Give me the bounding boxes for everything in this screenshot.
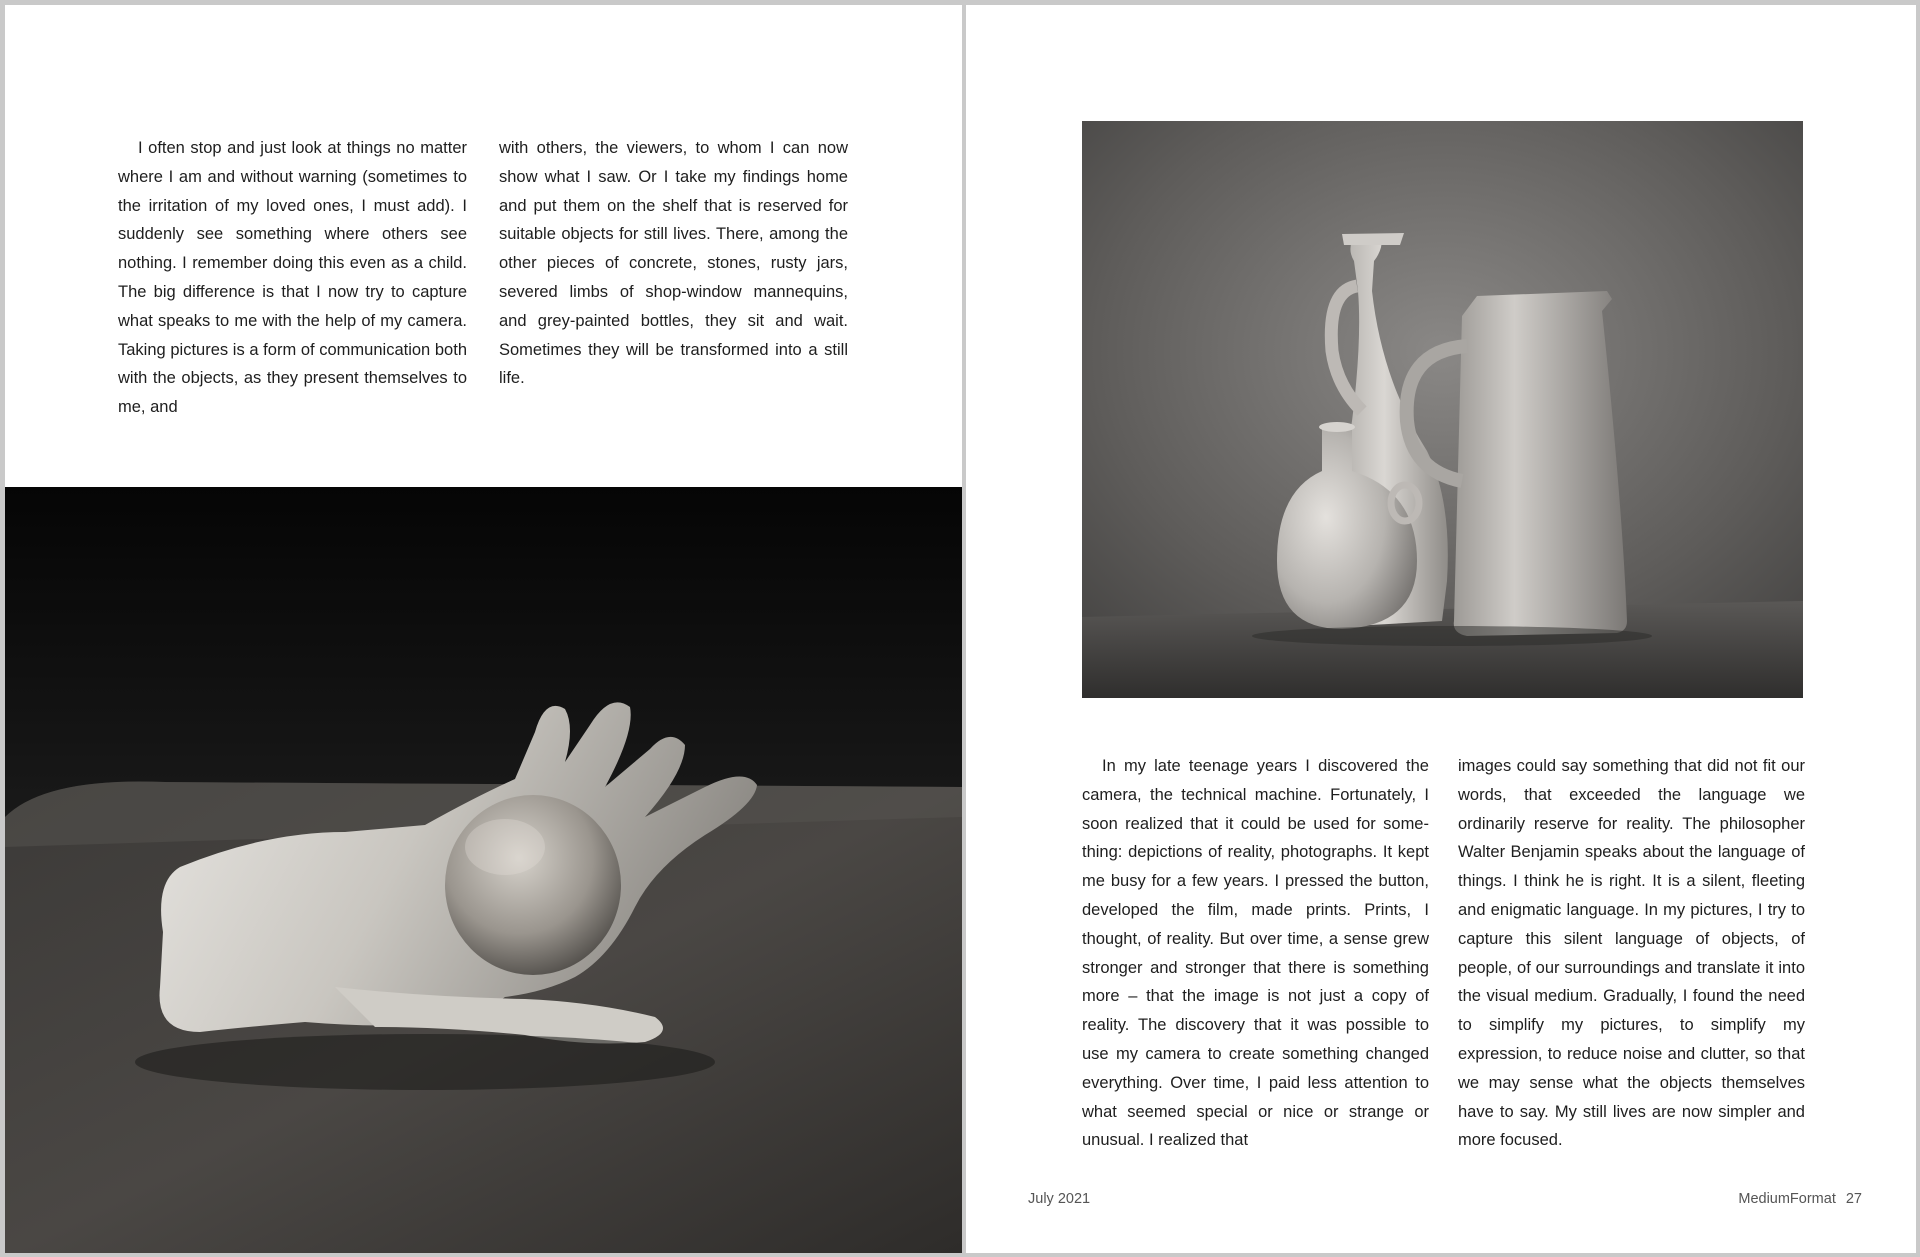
left-column-1-text: I often stop and just look at things no matter where I am and without warning (sometimes to the irritation of my loved ones, I must add). I suddenly see something where others see nothing. I remember doing this even as a child. The big difference is that I now try to capture what speaks to me with the help of my camera. Taking pictures is a form of communication both with the objects, as they present themselves to me, and (118, 139, 467, 417)
page-number: 27 (1845, 1191, 1862, 1207)
left-page-column-1 (118, 134, 467, 422)
photo-hand-holding-stone (5, 487, 962, 1253)
photo-vases-still-life (1082, 121, 1803, 698)
left-column-2-text: with others, the viewers, to whom I can now show what I saw. Or I take my findings home and put them on the shelf that is reserved for suitable objects for still lives. There, among the other pieces of concrete, stones, rusty jars, severed limbs of shop-window mannequins, and grey-painted bottles, they sit and wait. Sometimes they will be transformed into a still life. (499, 139, 848, 388)
right-page-column-2 (1458, 752, 1805, 1155)
right-column-1-text: In my late teenage years I discovered the camera, the technical machine. Fortunately, I soon realized that it could be used for something: depictions of reality, photographs. It kept me busy for a few years. I pressed the button, developed the film, made prints. Prints, I thought, of reality. But over time, a sense grew stronger and stronger that there is something more – that the image is not just a copy of reality. The discovery that it was possible to use my camera to create something changed everything. Over time, I paid less attention to what seemed special or nice or strange or unusual. I realized that (1082, 757, 1429, 1150)
right-page (966, 5, 1916, 1253)
right-column-2-text: images could say something that did not fit our words, that exceeded the language we ordinarily reserve for reality. The philosopher Walter Benjamin speaks about the language of things. I think he is right. It is a silent, fleeting and enigmatic language. In my pictures, I try to capture this silent language of objects, of people, of our surroundings and translate it into the visual medium. Gradually, I found the need to simplify my pictures, to simplify my expression, to reduce noise and clutter, so that we may sense what the objects themselves have to say. My still lives are now simpler and more focused. (1458, 757, 1805, 1150)
left-page (5, 5, 962, 1253)
footer-date: July 2021 (1028, 1191, 1091, 1207)
footer-magazine (1738, 1191, 1862, 1207)
right-page-column-1 (1082, 752, 1429, 1155)
footer-magazine-name: MediumFormat (1738, 1191, 1836, 1207)
left-page-column-2 (499, 134, 848, 393)
